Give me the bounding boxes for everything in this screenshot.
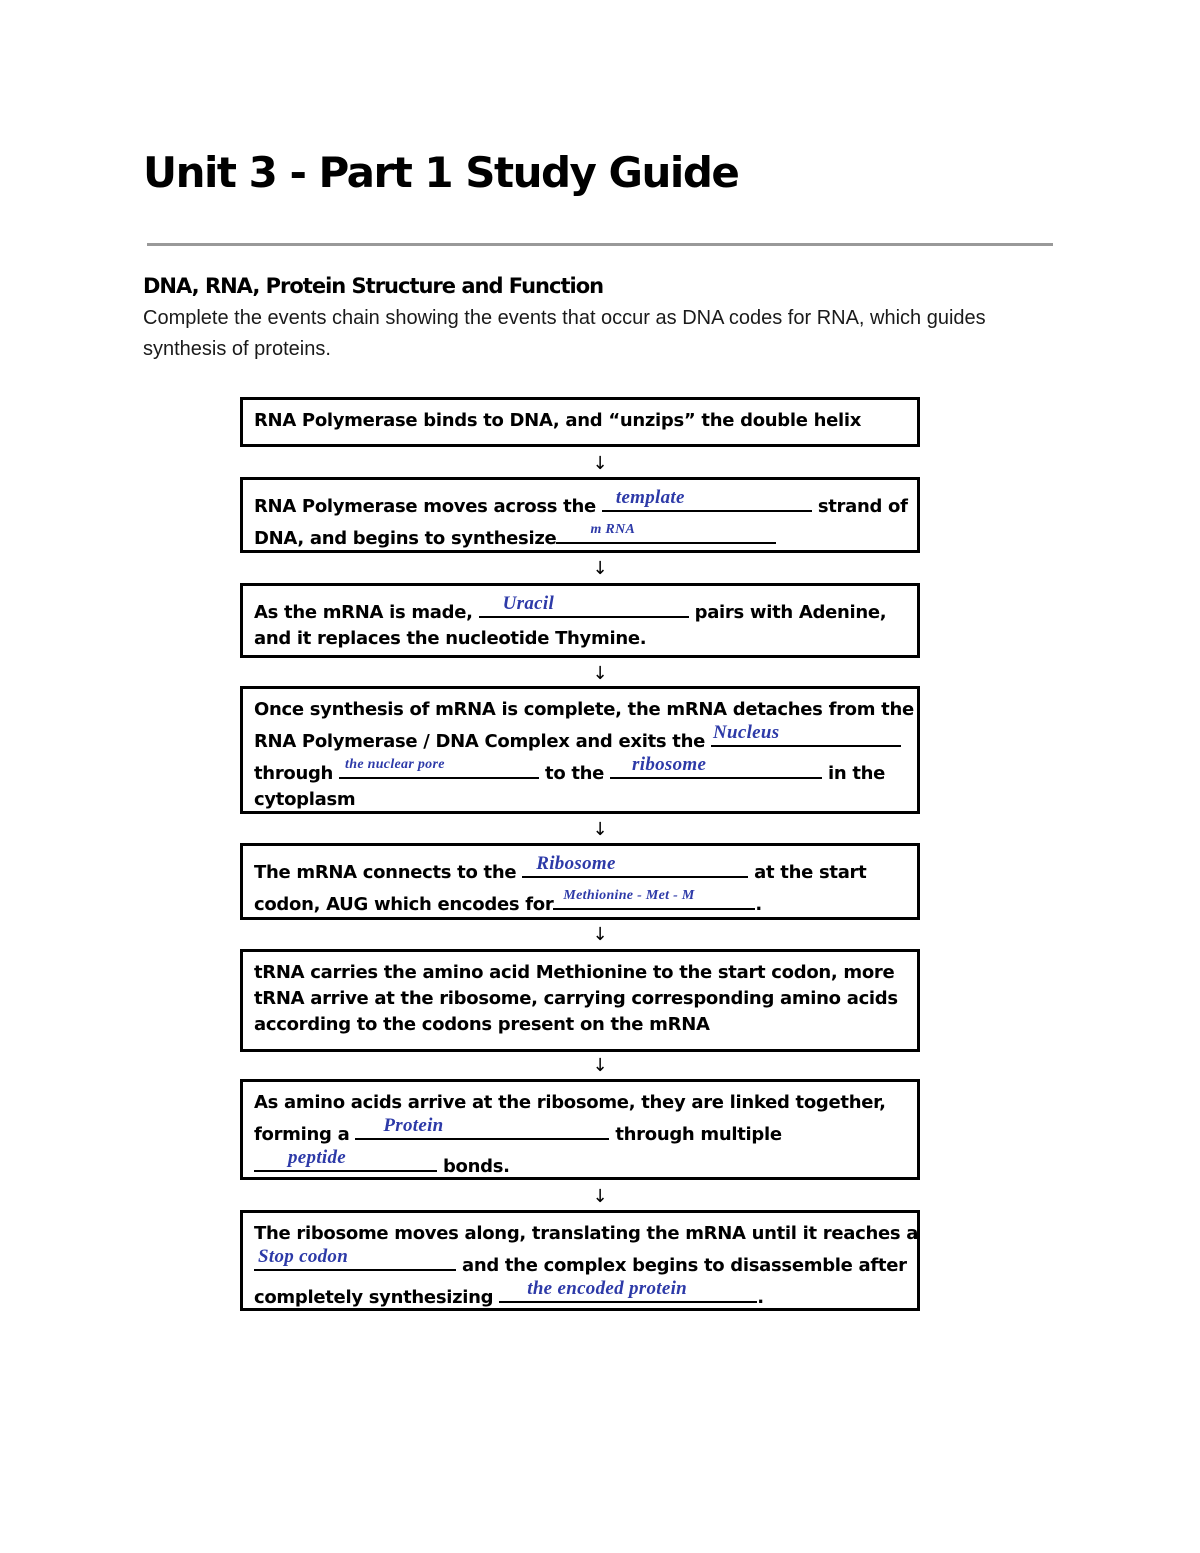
event-text: . <box>757 1287 764 1308</box>
down-arrow-icon: ↓ <box>592 1055 608 1076</box>
down-arrow-icon: ↓ <box>592 1186 608 1207</box>
event-box-2 <box>240 477 920 553</box>
event-box-8 <box>240 1210 920 1311</box>
handwritten-answer: peptide <box>288 1147 347 1168</box>
event-text: . <box>755 894 762 915</box>
handwritten-answer: Nucleus <box>712 722 780 743</box>
answer-blank[interactable] <box>553 886 755 910</box>
answer-blank[interactable] <box>254 1247 456 1271</box>
down-arrow-icon: ↓ <box>592 453 608 474</box>
event-box-7 <box>240 1079 920 1180</box>
event-line <box>254 520 906 552</box>
event-line <box>254 755 906 787</box>
handwritten-answer: Ribosome <box>536 853 616 874</box>
event-line <box>254 1116 906 1148</box>
event-line: tRNA carries the amino acid Methionine to the start codon, more <box>254 962 895 983</box>
section-heading: DNA, RNA, Protein Structure and Function <box>143 274 604 298</box>
event-line: As amino acids arrive at the ribosome, they are linked together, <box>254 1092 886 1113</box>
instructions-text: Complete the events chain showing the events that occur as DNA codes for RNA, which guides synthesis of proteins. <box>143 307 986 360</box>
event-line: according to the codons present on the mRNA <box>254 1014 710 1035</box>
handwritten-answer: Protein <box>383 1115 444 1136</box>
event-box-1 <box>240 397 920 447</box>
handwritten-answer: the nuclear pore <box>345 757 445 772</box>
event-box-6 <box>240 949 920 1052</box>
event-line <box>254 723 906 755</box>
event-text: through <box>254 763 340 784</box>
event-line <box>254 1148 906 1180</box>
down-arrow-icon: ↓ <box>592 663 608 684</box>
event-line <box>254 886 906 918</box>
event-line <box>254 1247 906 1279</box>
event-text: codon, AUG which encodes for <box>254 894 554 915</box>
handwritten-answer: Methionine - Met - M <box>563 888 695 903</box>
answer-blank[interactable] <box>254 1148 437 1172</box>
handwritten-answer: m RNA <box>590 522 636 537</box>
handwritten-answer: Stop codon <box>258 1246 349 1267</box>
page-title: Unit 3 - Part 1 Study Guide <box>143 148 739 197</box>
event-text: at the start <box>748 862 867 883</box>
answer-blank[interactable] <box>339 755 539 779</box>
answer-blank[interactable] <box>355 1116 609 1140</box>
event-text: in the <box>822 763 886 784</box>
event-text: forming a <box>254 1124 356 1145</box>
event-text: As the mRNA is made, <box>254 602 479 623</box>
answer-blank[interactable] <box>499 1279 757 1303</box>
answer-blank[interactable] <box>522 854 748 878</box>
handwritten-answer: template <box>615 487 685 508</box>
event-line: cytoplasm <box>254 789 356 810</box>
answer-blank[interactable] <box>556 520 776 544</box>
event-box-5 <box>240 843 920 920</box>
event-line: The ribosome moves along, translating the mRNA until it reaches a <box>254 1223 919 1244</box>
handwritten-answer: ribosome <box>632 754 707 775</box>
event-text: RNA Polymerase / DNA Complex and exits the <box>254 731 711 752</box>
event-text: The mRNA connects to the <box>254 862 523 883</box>
event-line <box>254 594 906 626</box>
event-box-3 <box>240 583 920 658</box>
event-text: DNA, and begins to synthesize <box>254 528 557 549</box>
event-line <box>254 1279 906 1311</box>
event-text: strand of <box>811 496 908 517</box>
event-line <box>254 488 906 520</box>
horizontal-divider <box>147 243 1053 246</box>
answer-blank[interactable] <box>610 755 822 779</box>
event-line: and it replaces the nucleotide Thymine. <box>254 628 647 649</box>
event-line: Once synthesis of mRNA is complete, the mRNA detaches from the <box>254 699 914 720</box>
event-text: completely synthesizing <box>254 1287 500 1308</box>
answer-blank[interactable] <box>479 594 689 618</box>
event-line <box>254 854 906 886</box>
event-text: bonds. <box>437 1156 510 1177</box>
down-arrow-icon: ↓ <box>592 558 608 579</box>
down-arrow-icon: ↓ <box>592 819 608 840</box>
handwritten-answer: the encoded protein <box>527 1278 688 1299</box>
event-text: and the complex begins to disassemble after <box>456 1255 907 1276</box>
event-text: to the <box>539 763 611 784</box>
answer-blank[interactable] <box>602 488 812 512</box>
event-text: pairs with Adenine, <box>688 602 887 623</box>
event-text: through multiple <box>609 1124 782 1145</box>
down-arrow-icon: ↓ <box>592 924 608 945</box>
event-text: RNA Polymerase moves across the <box>254 496 602 517</box>
event-box-4 <box>240 686 920 814</box>
answer-blank[interactable] <box>711 723 901 747</box>
event-line: tRNA arrive at the ribosome, carrying corresponding amino acids <box>254 988 898 1009</box>
handwritten-answer: Uracil <box>502 593 555 614</box>
event-text: RNA Polymerase binds to DNA, and “unzips” the double helix <box>254 410 862 431</box>
